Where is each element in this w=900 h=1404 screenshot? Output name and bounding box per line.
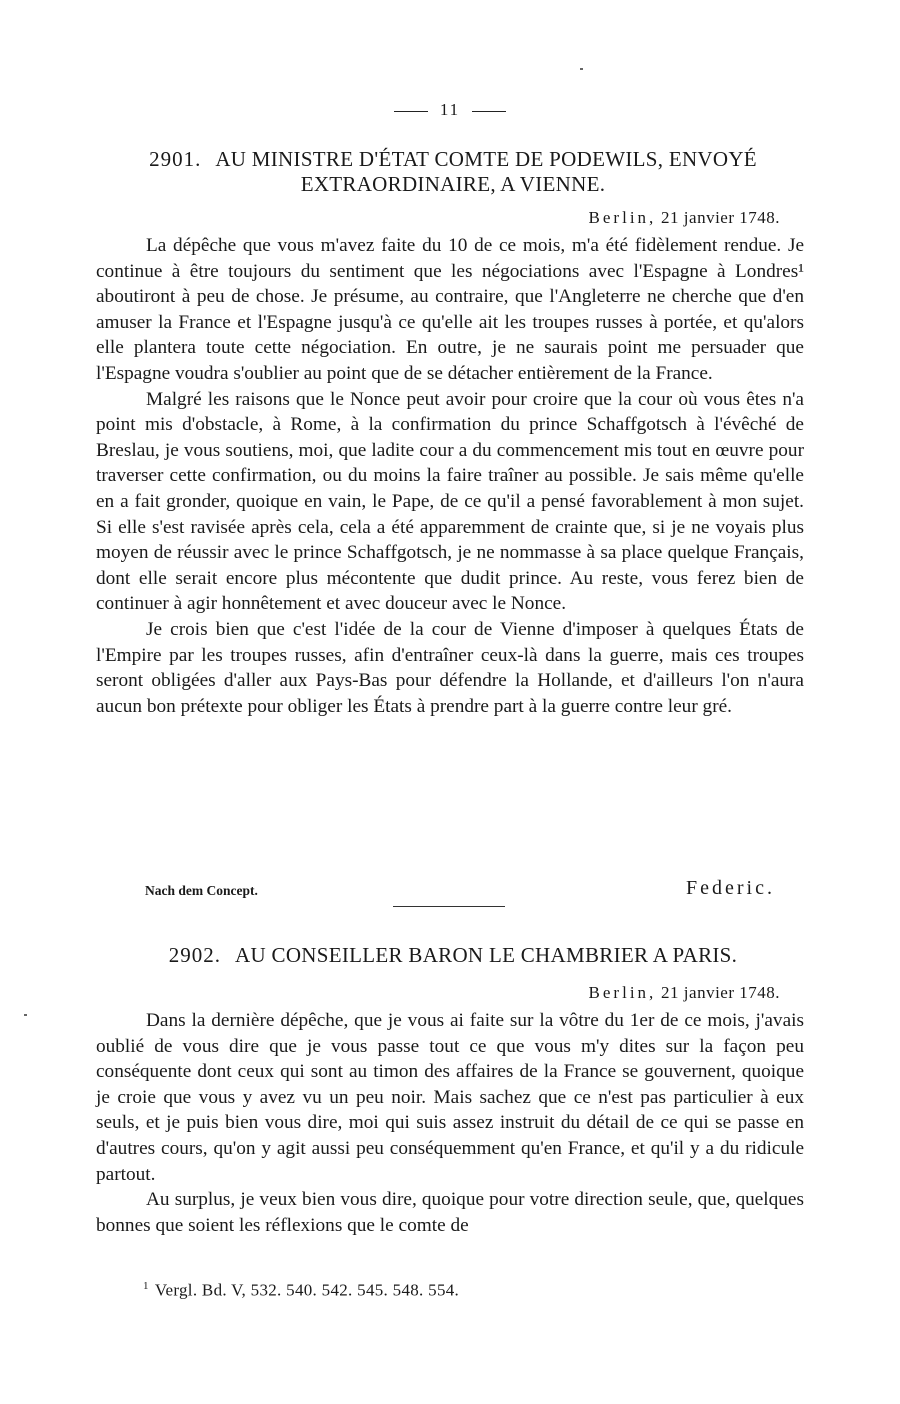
letter-2901-heading xyxy=(100,147,806,197)
folio-number: 11 xyxy=(439,100,461,119)
print-speck xyxy=(24,1014,27,1016)
heading-line-1 xyxy=(100,147,806,172)
footnote-text: Vergl. Bd. V, 532. 540. 542. 545. 548. 554. xyxy=(154,1280,460,1300)
heading-line-2: EXTRAORDINAIRE, A VIENNE. xyxy=(300,172,606,196)
paragraph: Malgré les raisons que le Nonce peut avoir pour croire que la cour où vous êtes n'a point mis d'obstacle, à Rome, à la confirmation du prince Schaffgotsch à l'évêché de Breslau, je vous soutiens, moi, que ladite cour a du commencement mis tout en œuvre pour traverser cette confirmation, ou du moins la faire traîner au possible. Je sais même qu'elle en a fait gronder, quoique en vain, le Pape, de ce qu'il a pensé favorablement à mon sujet. Si elle s'est ravisée après cela, cela a été apparemment de crainte que, si je ne voyais plus moyen de réussir avec le prince Schaffgotsch, je ne nommasse à sa place quelque Français, dont elle serait encore plus mécontente que dudit prince. Au reste, vous ferez bien de continuer à agir honnêtement et avec douceur avec le Nonce. xyxy=(96,388,804,615)
paragraph: Au surplus, je veux bien vous dire, quoique pour votre direction seule, que, quelques bonnes que soient les réflexions que le comte de xyxy=(96,1189,804,1236)
source-note: Nach dem Concept. xyxy=(145,883,258,898)
heading-text: AU CONSEILLER BARON LE CHAMBRIER A PARIS. xyxy=(235,943,738,967)
letter-2901-dateline xyxy=(589,208,780,228)
letter-2901-body xyxy=(96,233,804,719)
folio-dash-left xyxy=(394,111,428,112)
footnote-marker: 1 xyxy=(143,1280,149,1292)
letter-2902-heading xyxy=(100,943,806,968)
date-text: 21 janvier 1748. xyxy=(661,208,780,227)
letter-2901-closing xyxy=(145,877,775,900)
print-speck xyxy=(580,68,583,70)
page-number xyxy=(0,100,900,120)
heading-text: AU MINISTRE D'ÉTAT COMTE DE PODEWILS, ENVOYÉ xyxy=(215,147,757,171)
date-city: Berlin, xyxy=(588,983,657,1002)
paragraph: La dépêche que vous m'avez faite du 10 de ce mois, m'a été fidèlement rendue. Je continue à être toujours du sentiment que les négociations avec l'Espagne à Londres¹ aboutiront à peu de chose. Je présume, au contraire, que l'Angleterre ne cherche que d'en amuser la France et l'Espagne jusqu'à ce qu'elle ait les troupes russes à portée, et qu'alors elle plantera toute cette négociation. En outre, je ne saurais point me persuader que l'Espagne voudra s'oublier au point que de se détacher entièrement de la France. xyxy=(96,235,804,384)
section-divider xyxy=(393,906,505,907)
folio-dash-right xyxy=(472,111,506,112)
letter-2902-dateline xyxy=(589,983,780,1003)
date-city: Berlin, xyxy=(588,208,657,227)
paragraph: Je crois bien que c'est l'idée de la cour de Vienne d'imposer à quelques États de l'Empire par les troupes russes, afin d'entraîner ceux-là dans la guerre, mais ces troupes seront obligées d'aller aux Pays-Bas pour défendre la Hollande, et d'ailleurs l'on n'aura aucun bon prétexte pour obliger les États à prendre part à la guerre contre leur gré. xyxy=(96,618,804,717)
letter-2902-body xyxy=(96,1008,804,1238)
letter-number: 2902. xyxy=(168,943,222,967)
footnote xyxy=(143,1280,459,1301)
letter-number: 2901. xyxy=(149,147,202,171)
paragraph: Dans la dernière dépêche, que je vous ai faite sur la vôtre du 1er de ce mois, j'avais oublié de vous dire que je vous passe tout ce que vous m'y dites sur la façon peu conséquente dont ceux qui sont au timon des affaires de la France se gouvernent, quoique je croie que vous y avez vu un peu noir. Mais sachez que ce n'est pas particulier à eux seuls, et je puis bien vous dire, moi qui suis assez instruit du détail de ce qui se passe en d'autres cours, qu'on y agit aussi peu conséquemment qu'en France, et qu'il y a du ridicule partout. xyxy=(96,1010,804,1185)
date-text: 21 janvier 1748. xyxy=(661,983,780,1002)
signature: Federic. xyxy=(686,877,775,899)
